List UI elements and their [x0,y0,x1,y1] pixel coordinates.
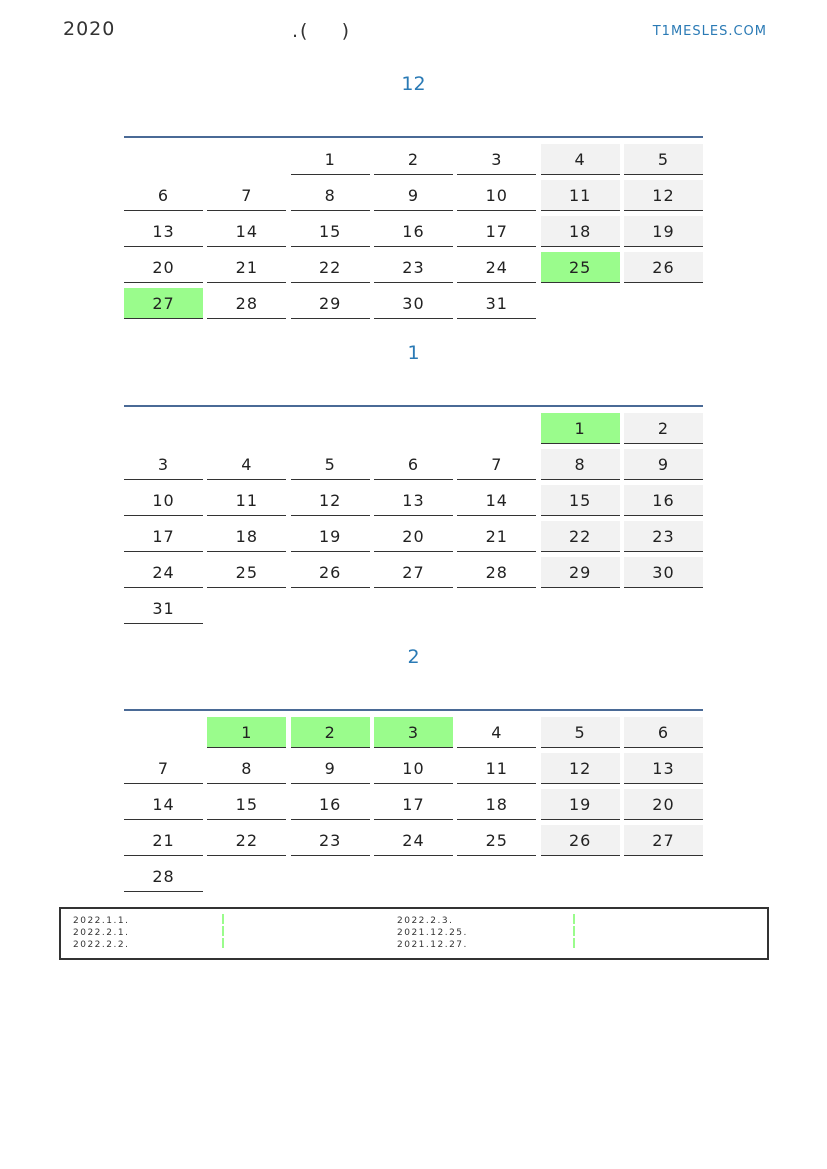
holiday-day-cell: 25 [541,252,620,283]
day-cell: 28 [124,861,203,892]
day-cell: 29 [291,288,370,319]
day-cell: 8 [207,753,286,784]
month-january [124,341,703,618]
holiday-day-cell: 3 [374,717,453,748]
legend-date: 2022.2.3. [397,916,454,926]
day-cell: 6 [124,180,203,211]
day-cell: 19 [291,521,370,552]
weekend-day-cell: 19 [541,789,620,820]
weekend-day-cell: 5 [541,717,620,748]
holiday-day-cell: 2 [291,717,370,748]
day-cell: 13 [124,216,203,247]
legend-date: 2022.1.1. [73,916,130,926]
weekend-day-cell: 18 [541,216,620,247]
weekend-day-cell: 8 [541,449,620,480]
day-cell: 15 [207,789,286,820]
legend-right-column [397,915,468,951]
weekend-day-cell: 26 [624,252,703,283]
weekend-day-cell: 2 [624,413,703,444]
day-cell: 25 [207,557,286,588]
day-cell: 4 [457,717,536,748]
day-cell: 27 [374,557,453,588]
day-cell: 20 [374,521,453,552]
day-cell: 25 [457,825,536,856]
day-cell: 16 [291,789,370,820]
day-cell: 7 [207,180,286,211]
weekend-day-cell: 6 [624,717,703,748]
day-cell: 10 [374,753,453,784]
month-title: 12 [401,73,426,95]
day-cell: 15 [291,216,370,247]
legend-date: 2022.2.2. [73,940,130,950]
day-cell: 21 [207,252,286,283]
day-cell: 21 [124,825,203,856]
day-cell: 20 [124,252,203,283]
legend-date: 2021.12.25. [397,928,468,938]
empty-cell [207,144,286,175]
day-cell: 31 [457,288,536,319]
day-cell: 3 [124,449,203,480]
month-title: 2 [407,646,420,668]
day-cell: 11 [457,753,536,784]
day-cell: 17 [457,216,536,247]
weekend-day-cell: 22 [541,521,620,552]
weekend-day-cell: 13 [624,753,703,784]
header-subtitle: .( ) [292,20,352,42]
weekend-day-cell: 29 [541,557,620,588]
calendar-grid [124,717,703,892]
day-cell: 14 [207,216,286,247]
month-rule [124,136,703,138]
holiday-day-cell: 1 [207,717,286,748]
day-cell: 5 [291,449,370,480]
weekend-day-cell: 19 [624,216,703,247]
day-cell: 30 [374,288,453,319]
weekend-day-cell: 5 [624,144,703,175]
day-cell: 18 [207,521,286,552]
empty-cell [207,413,286,444]
legend-date: 2022.2.1. [73,928,130,938]
day-cell: 7 [124,753,203,784]
day-cell: 24 [124,557,203,588]
empty-cell [291,413,370,444]
header-year: 2020 [63,18,116,40]
weekend-day-cell: 15 [541,485,620,516]
empty-cell [374,413,453,444]
day-cell: 31 [124,593,203,624]
day-cell: 24 [374,825,453,856]
day-cell: 12 [291,485,370,516]
month-february [124,645,703,886]
day-cell: 22 [291,252,370,283]
day-cell: 11 [207,485,286,516]
weekend-day-cell: 12 [541,753,620,784]
empty-cell [124,144,203,175]
holiday-marker [573,914,575,950]
calendar-grid [124,144,703,319]
month-rule [124,709,703,711]
day-cell: 17 [374,789,453,820]
weekend-day-cell: 30 [624,557,703,588]
day-cell: 6 [374,449,453,480]
holiday-day-cell: 1 [541,413,620,444]
day-cell: 17 [124,521,203,552]
holiday-marker [222,914,224,950]
day-cell: 18 [457,789,536,820]
weekend-day-cell: 11 [541,180,620,211]
weekend-day-cell: 27 [624,825,703,856]
empty-cell [457,413,536,444]
empty-cell [124,717,203,748]
day-cell: 10 [457,180,536,211]
day-cell: 28 [207,288,286,319]
month-rule [124,405,703,407]
holiday-legend [59,907,769,960]
month-title: 1 [407,342,420,364]
day-cell: 16 [374,216,453,247]
weekend-day-cell: 16 [624,485,703,516]
day-cell: 9 [291,753,370,784]
day-cell: 14 [124,789,203,820]
day-cell: 8 [291,180,370,211]
weekend-day-cell: 26 [541,825,620,856]
day-cell: 10 [124,485,203,516]
holiday-day-cell: 27 [124,288,203,319]
day-cell: 26 [291,557,370,588]
day-cell: 24 [457,252,536,283]
empty-cell [124,413,203,444]
weekend-day-cell: 4 [541,144,620,175]
day-cell: 28 [457,557,536,588]
weekend-day-cell: 20 [624,789,703,820]
day-cell: 1 [291,144,370,175]
day-cell: 13 [374,485,453,516]
day-cell: 7 [457,449,536,480]
day-cell: 14 [457,485,536,516]
day-cell: 23 [374,252,453,283]
weekend-day-cell: 12 [624,180,703,211]
day-cell: 22 [207,825,286,856]
day-cell: 23 [291,825,370,856]
day-cell: 3 [457,144,536,175]
weekend-day-cell: 9 [624,449,703,480]
calendar-grid [124,413,703,624]
day-cell: 4 [207,449,286,480]
month-december [124,72,703,313]
day-cell: 2 [374,144,453,175]
legend-left-column [73,915,129,951]
weekend-day-cell: 23 [624,521,703,552]
day-cell: 21 [457,521,536,552]
site-link[interactable]: T1MESLES.COM [652,24,767,39]
legend-date: 2021.12.27. [397,940,468,950]
day-cell: 9 [374,180,453,211]
